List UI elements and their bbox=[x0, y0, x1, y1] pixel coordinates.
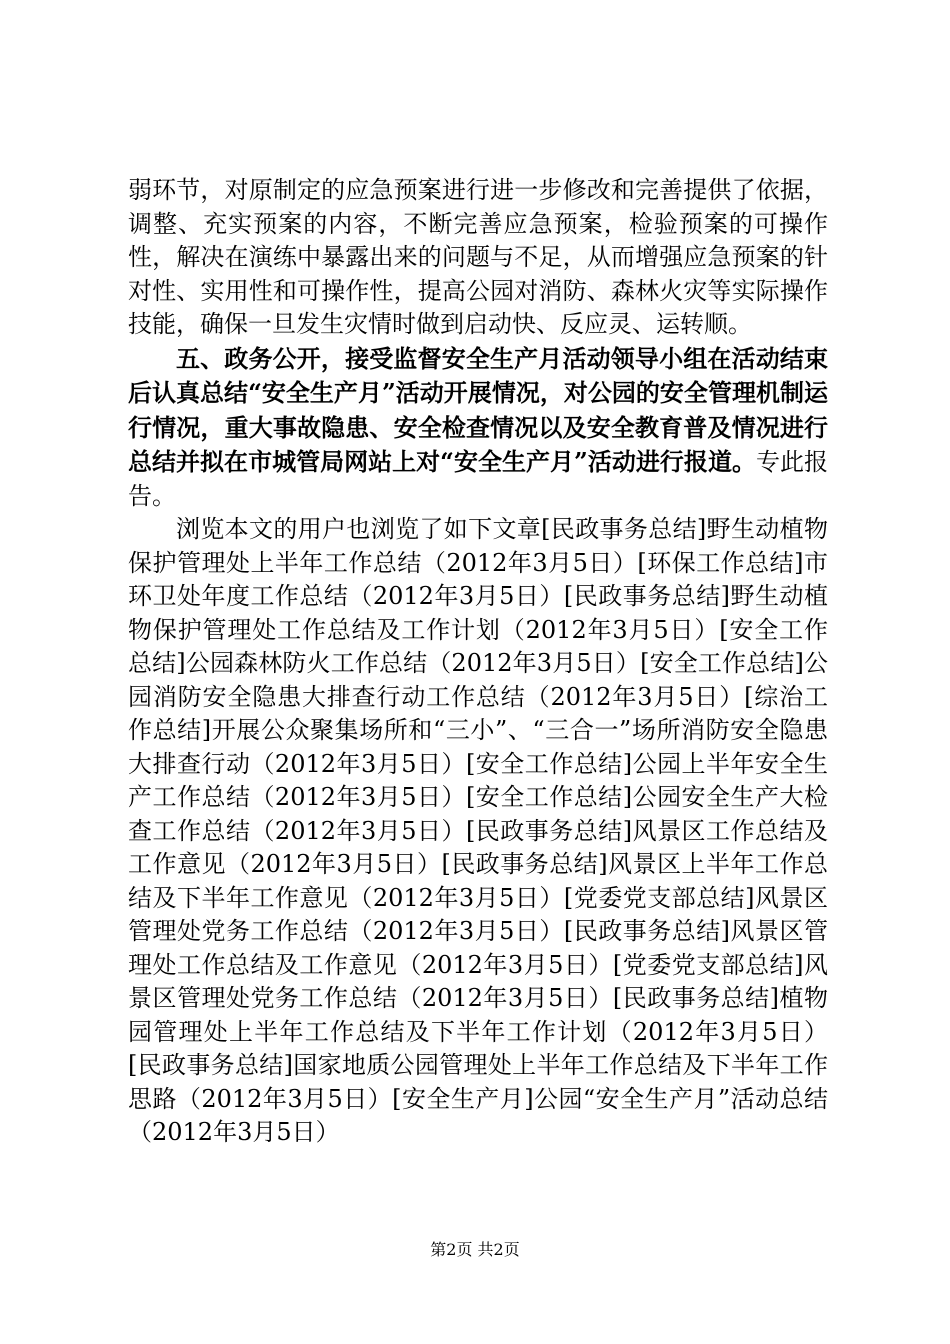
paragraph-drill-summary: 弱环节，对原制定的应急预案进行进一步修改和完善提供了依据，调整、充实预案的内容，不断完善应急预案，检验预案的可操作性，解决在演练中暴露出来的问题与不足，从而增强应急预案的针对性、实用性和可操作性，提高公园对消防、森林火灾等实际操作技能，确保一旦发生灾情时做到启动快、反应灵、运转顺。 bbox=[128, 176, 828, 338]
paragraph-public-affairs-closing: 专此报告。 bbox=[128, 448, 829, 510]
related-articles-paragraph: 浏览本文的用户也浏览了如下文章[民政事务总结]野生动植物保护管理处上半年工作总结（2012年3月5日）[环保工作总结]市环卫处年度工作总结（2012年3月5日）[民政事务总结]野生动植物保护管理处工作总结及工作计划（2012年3月5日）[安全工作总结]公园森林防火工作总结（2012年3月5日）[安全工作总结]公园消防安全隐患大排查行动工作总结（2012年3月5日）[综治工作总结]开展公众聚集场所和“三小”、“三合一”场所消防安全隐患大排查行动（2012年3月5日）[安全工作总结]公园上半年安全生产工作总结（2012年3月5日）[安全工作总结]公园安全生产大检查工作总结（2012年3月5日）[民政事务总结]风景区工作总结及工作意见（2012年3月5日）[民政事务总结]风景区上半年工作总结及下半年工作意见（2012年3月5日）[党委党支部总结]风景区管理处党务工作总结（2012年3月5日）[民政事务总结]风景区管理处工作总结及工作意见（2012年3月5日）[党委党支部总结]风景区管理处党务工作总结（2012年3月5日）[民政事务总结]植物园管理处上半年工作总结及下半年工作计划（2012年3月5日）[民政事务总结]国家地质公园管理处上半年工作总结及下半年工作思路（2012年3月5日）[安全生产月]公园“安全生产月”活动总结（2012年3月5日） bbox=[128, 515, 828, 1146]
document-body bbox=[128, 174, 828, 1150]
paragraph-public-affairs bbox=[128, 342, 828, 514]
paragraph-public-affairs-bold: 五、政务公开，接受监督安全生产月活动领导小组在活动结束后认真总结“安全生产月”活动开展情况，对公园的安全管理机制运行情况，重大事故隐患、安全检查情况以及安全教育普及情况进行总结并拟在市城管局网站上对“安全生产月”活动进行报道。 bbox=[128, 343, 828, 476]
page-footer: 第2页 共2页 bbox=[430, 1240, 520, 1259]
